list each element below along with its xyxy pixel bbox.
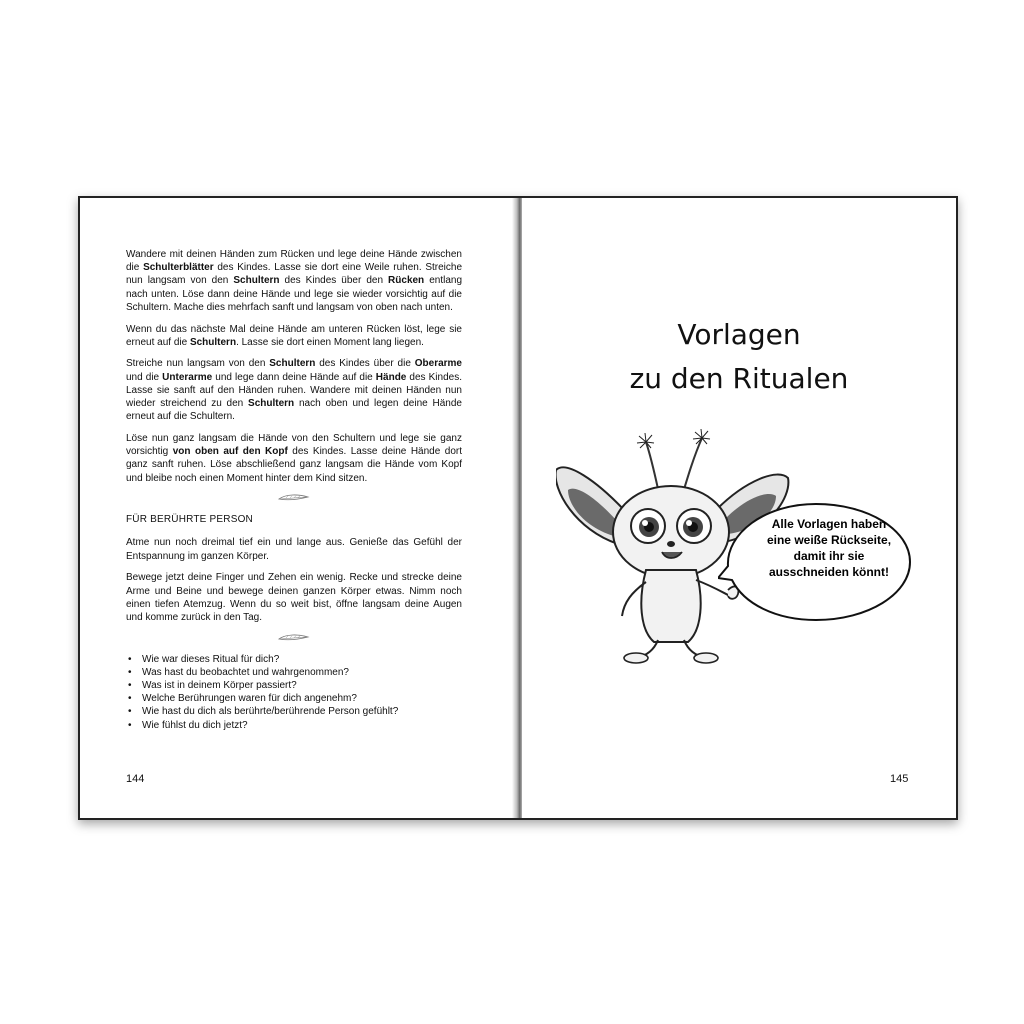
feather-icon [278,633,310,643]
paragraph [126,432,462,485]
feather-icon [278,493,310,503]
right-page [522,198,956,818]
text-segment: . Lasse sie dort einen Moment lang liegen. [236,336,424,348]
page-title-line-2: zu den Ritualen [629,362,849,395]
question-item: • Welche Berührungen waren für dich angenehm? [142,692,462,705]
bold-term: Oberarme [414,358,462,370]
text-segment: des Kindes über die [315,358,415,370]
paragraph [126,323,462,349]
bubble-line: Alle Vorlagen haben [771,517,887,531]
paragraph-group-2 [126,536,462,624]
bubble-line: damit ihr sie [793,549,865,563]
page-number-right: 145 [890,773,909,785]
left-page [80,198,516,818]
reflection-questions-list [126,653,462,732]
bold-term: Rücken [388,275,425,287]
bold-term: Unterarme [162,371,213,383]
text-segment: Streiche nun langsam von den [126,358,270,370]
bold-term: Schultern [248,398,295,410]
bold-term: von oben auf den Kopf [172,446,288,458]
question-item: • Wie hast du dich als berührte/berührende Person gefühlt? [142,705,462,718]
section-heading: FÜR BERÜHRTE PERSON [126,514,253,526]
left-page-text [126,248,462,732]
page-title-line-1: Vorlagen [677,318,801,351]
bold-term: Schultern [269,358,316,370]
paragraph [126,571,462,624]
paragraph [126,248,462,314]
text-segment: des Kindes über den [279,275,389,287]
bold-term: Schultern [233,275,280,287]
paragraph [126,536,462,562]
speech-bubble-text [754,516,904,580]
paragraph [126,357,462,423]
text-segment: Bewege jetzt deine Finger und Zehen ein wenig. Recke und strecke deine Arme und Beine und bewege deinen ganzen Körper etwas. Nimm noch einen tiefen Atemzug. Wenn du so weit bist, öffne langsam deine Augen und komme zurück in den Tag. [126,572,462,623]
page-number-left: 144 [126,773,145,785]
text-segment: Löse nun ganz langsam die Hände von den Schultern und lege sie ganz vorsichtig [126,432,462,458]
bold-term: Schulterblätter [143,262,214,274]
question-item: • Wie war dieses Ritual für dich? [142,653,462,666]
text-segment: des Kindes. Lasse deine Hände dort ganz sanft ruhen. Löse abschließend ganz langsam die Hände vom Kopf und bleibe noch einen Moment hinter dem Kind sitzen. [126,446,463,484]
text-segment: Wandere mit deinen Händen zum Rücken und lege deine Hände zwischen die [126,249,462,274]
text-segment: des Kindes. Lasse sie sanft auf den Händen ruhen. Wandere mit deinen Händen nun wieder streichend zu den [126,371,462,410]
text-segment: und lege dann deine Hände auf die [212,371,376,383]
question-item: • Was hast du beobachtet und wahrgenommen? [142,666,462,679]
bold-term: Hände [375,371,407,383]
text-segment: nach oben und legen deine Hände erneut auf die Schultern. [126,398,462,423]
paragraph-group-1 [126,248,462,485]
bold-term: Schultern [189,336,237,348]
text-segment: Atme nun noch dreimal tief ein und lange aus. Genieße das Gefühl der Entspannung im ganzen Körper. [126,537,462,562]
text-segment: entlang nach unten. Löse dann deine Hände und lege sie wieder vorsichtig auf die Schultern. Mache dies mehrfach sanft und langsam von oben nach unten. [126,275,463,313]
text-segment: Wenn du das nächste Mal deine Hände am unteren Rücken löst, lege sie erneut auf die [126,323,462,348]
bubble-line: ausschneiden könnt! [768,565,890,579]
question-item: • Wie fühlst du dich jetzt? [142,719,462,732]
text-segment: und die [126,371,163,383]
text-segment: des Kindes. Lasse sie dort eine Weile ruhen. Streiche nun langsam von den [126,262,463,287]
question-item: • Was ist in deinem Körper passiert? [142,679,462,692]
bubble-line: eine weiße Rückseite, [766,533,892,547]
